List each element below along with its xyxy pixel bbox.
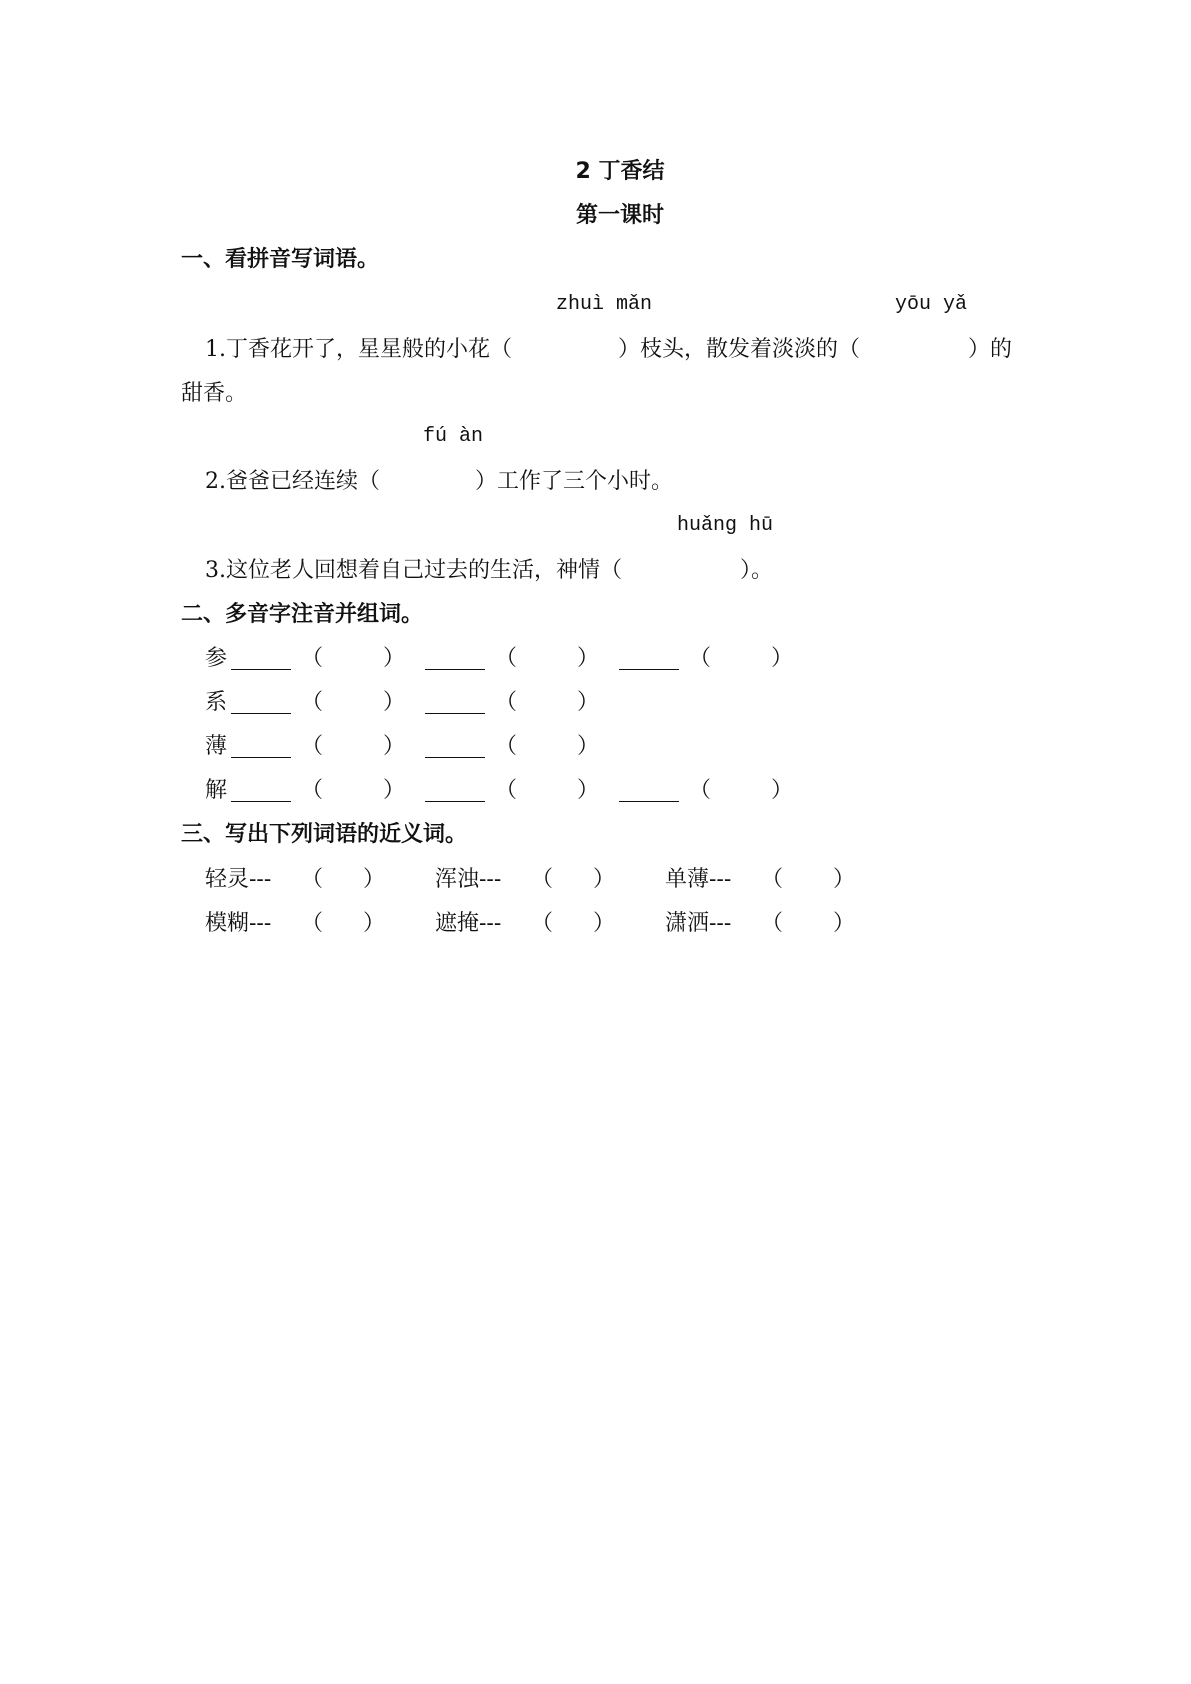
close-paren: ） — [383, 734, 406, 759]
pinyin-blank[interactable] — [619, 649, 679, 670]
pinyin-blank[interactable] — [425, 649, 485, 670]
question-3-part-b: ）。 — [740, 558, 774, 583]
open-paren: （ — [531, 911, 554, 936]
open-paren: （ — [495, 734, 518, 759]
synonym-row — [205, 911, 856, 1155]
pinyin-blank[interactable] — [425, 737, 485, 758]
pinyin-hint: fú àn — [423, 425, 484, 448]
open-paren: （ — [495, 778, 518, 803]
pinyin-blank[interactable] — [425, 781, 485, 802]
pinyin-hint: huǎng hū — [677, 514, 774, 537]
close-paren: ） — [577, 734, 600, 759]
synonym-word: 遮掩--- — [435, 911, 502, 936]
polyphone-char: 参 — [205, 646, 228, 671]
section-2-heading: 二、多音字注音并组词。 — [181, 602, 424, 627]
close-paren: ） — [771, 646, 794, 671]
close-paren: ） — [363, 867, 386, 892]
question-1-part-c: ）的 — [968, 337, 1013, 362]
pinyin-blank[interactable] — [231, 737, 291, 758]
question-1-part-b: ）枝头，散发着淡淡的（ — [618, 337, 861, 362]
close-paren: ） — [577, 646, 600, 671]
synonym-word: 潇洒--- — [665, 911, 732, 936]
synonym-word: 轻灵--- — [205, 867, 272, 892]
answer-blank-1a[interactable] — [538, 336, 618, 364]
close-paren: ） — [593, 867, 616, 892]
close-paren: ） — [363, 911, 386, 936]
pinyin-hint: yōu yǎ — [895, 293, 968, 316]
answer-blank-1b[interactable] — [886, 336, 968, 364]
polyphone-char: 系 — [205, 690, 228, 715]
open-paren: （ — [301, 646, 324, 671]
pinyin-blank[interactable] — [425, 693, 485, 714]
close-paren: ） — [383, 690, 406, 715]
lesson-subtitle: 第一课时 — [575, 203, 664, 228]
open-paren: （ — [301, 911, 324, 936]
question-3-part-a: 3.这位老人回想着自己过去的生活，神情（ — [205, 558, 622, 583]
open-paren: （ — [495, 690, 518, 715]
pinyin-blank[interactable] — [231, 781, 291, 802]
polyphone-char: 解 — [205, 778, 228, 803]
open-paren: （ — [689, 778, 712, 803]
close-paren: ） — [771, 778, 794, 803]
open-paren: （ — [689, 646, 712, 671]
question-1-wrap: 甜香。 — [181, 381, 248, 406]
close-paren: ） — [577, 690, 600, 715]
section-3-heading: 三、写出下列词语的近义词。 — [181, 822, 468, 847]
question-2-part-a: 2.爸爸已经连续（ — [205, 469, 380, 494]
open-paren: （ — [761, 911, 784, 936]
answer-blank-3[interactable] — [660, 557, 740, 585]
close-paren: ） — [383, 778, 406, 803]
question-1-part-a: 1.丁香花开了，星星般的小花（ — [205, 337, 512, 362]
open-paren: （ — [531, 867, 554, 892]
close-paren: ） — [383, 646, 406, 671]
open-paren: （ — [301, 734, 324, 759]
synonym-word: 单薄--- — [665, 867, 732, 892]
pinyin-blank[interactable] — [619, 781, 679, 802]
close-paren: ） — [833, 867, 856, 892]
polyphone-char: 薄 — [205, 734, 228, 759]
close-paren: ） — [577, 778, 600, 803]
pinyin-blank[interactable] — [231, 693, 291, 714]
lesson-title: 2 丁香结 — [575, 159, 665, 184]
question-2-part-b: ）工作了三个小时。 — [475, 469, 674, 494]
close-paren: ） — [593, 911, 616, 936]
open-paren: （ — [761, 867, 784, 892]
close-paren: ） — [833, 911, 856, 936]
open-paren: （ — [301, 690, 324, 715]
synonym-word: 浑浊--- — [435, 867, 502, 892]
pinyin-blank[interactable] — [231, 649, 291, 670]
open-paren: （ — [301, 867, 324, 892]
pinyin-hint: zhuì mǎn — [556, 293, 653, 316]
open-paren: （ — [495, 646, 518, 671]
open-paren: （ — [301, 778, 324, 803]
synonym-word: 模糊--- — [205, 911, 272, 936]
section-1-heading: 一、看拼音写词语。 — [181, 247, 380, 272]
answer-blank-2[interactable] — [395, 468, 475, 496]
